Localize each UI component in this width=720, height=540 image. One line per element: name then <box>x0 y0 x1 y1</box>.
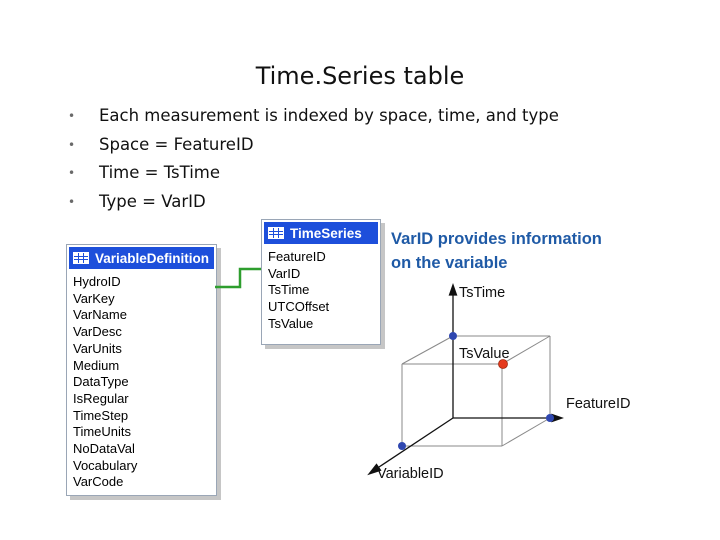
field-item: IsRegular <box>73 390 129 406</box>
field-item: VarName <box>73 307 127 323</box>
relationship-connector <box>215 269 261 287</box>
field-item: VarDesc <box>73 324 122 340</box>
field-item: FeatureID <box>268 249 326 264</box>
bullet-icon: • <box>68 166 76 180</box>
bullet-text: Type = VarID <box>99 191 206 211</box>
time-axis-point <box>449 332 457 340</box>
field-item: HydroID <box>73 274 121 289</box>
variable-id-label: VariableID <box>377 466 444 482</box>
table-name: VariableDefinition <box>95 250 210 266</box>
bullet-text: Each measurement is indexed by space, time, and type <box>99 106 559 125</box>
variable-axis-point <box>398 442 406 450</box>
ts-value-label: TsValue <box>459 346 510 362</box>
field-item: DataType <box>73 374 129 390</box>
field-item: TimeStep <box>73 407 129 423</box>
feature-id-label: FeatureID <box>566 396 631 412</box>
table-name: TimeSeries <box>290 225 362 241</box>
field-item: UTCOffset <box>268 299 330 315</box>
bullet-icon: • <box>68 194 76 209</box>
field-item: NoDataVal <box>73 441 135 457</box>
field-item: Vocabulary <box>73 457 138 473</box>
field-item: TsValue <box>268 315 314 331</box>
field-item: TsTime <box>268 282 310 298</box>
note-line: on the variable <box>391 254 508 272</box>
slide-title: Time.Series table <box>255 62 465 90</box>
field-item: TimeUnits <box>73 424 132 440</box>
note-line: VarID provides information <box>391 230 602 248</box>
ts-time-label: TsTime <box>459 285 506 301</box>
feature-axis-point <box>546 414 554 422</box>
field-item: VarID <box>268 265 301 281</box>
field-item: VarCode <box>73 474 124 490</box>
bullet-icon: • <box>68 137 76 152</box>
bullet-text: Space = FeatureID <box>99 134 254 154</box>
bullet-icon: • <box>68 109 76 123</box>
field-item: VarKey <box>73 290 115 306</box>
field-item: VarUnits <box>73 340 122 356</box>
arrow-up-icon <box>450 285 457 295</box>
bullet-text: Time = TsTime <box>99 163 221 182</box>
field-item: Medium <box>73 357 120 373</box>
